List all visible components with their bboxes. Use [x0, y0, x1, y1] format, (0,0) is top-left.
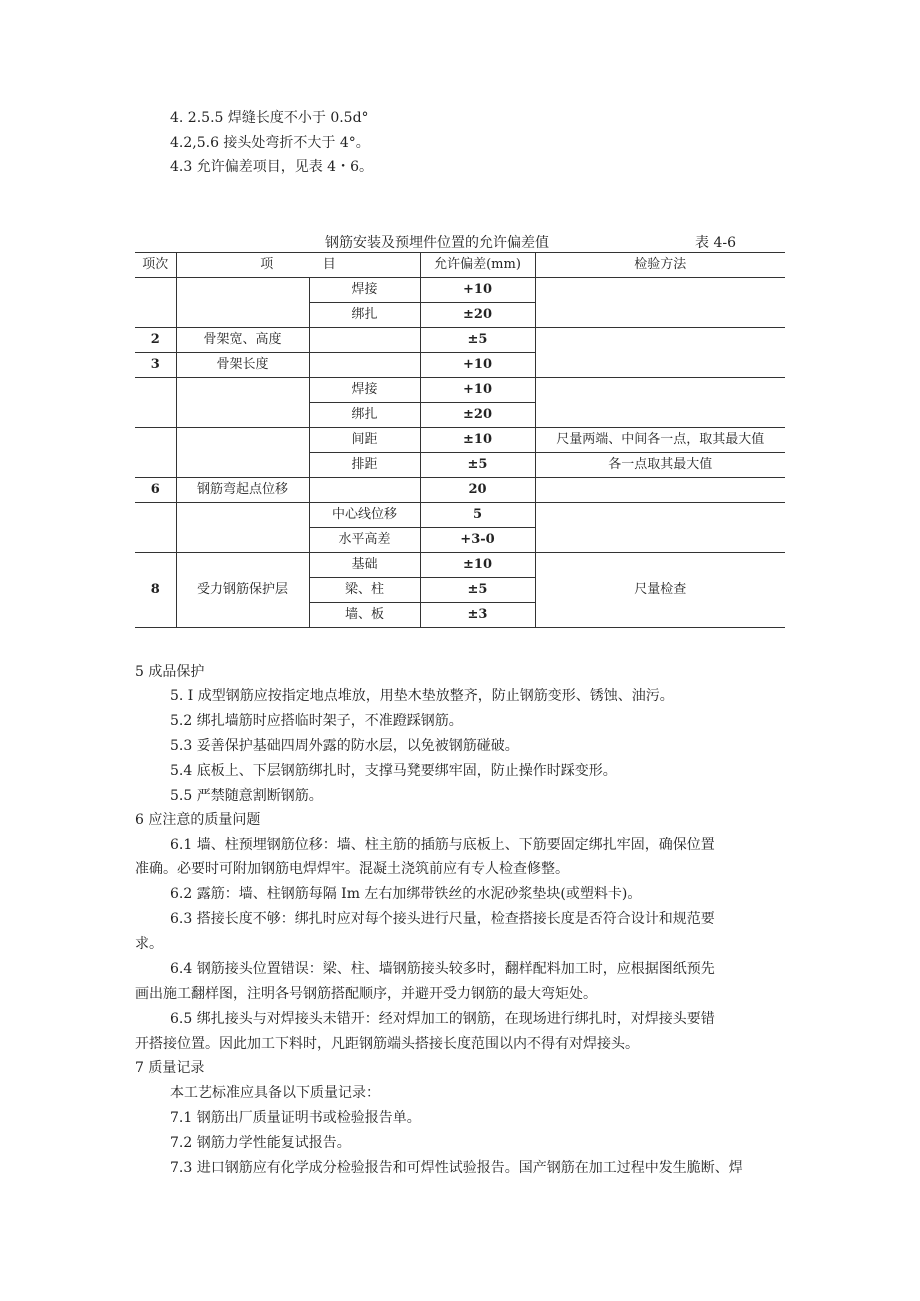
row-subitem: 焊接	[309, 378, 420, 403]
row-tolerance: ±10	[420, 553, 535, 578]
table-header-row	[135, 253, 785, 278]
section-5-item-2: 5.2 绑扎墙筋时应搭临时架子，不准蹬踩钢筋。	[170, 713, 463, 729]
table-row	[135, 378, 785, 403]
intro-line-3: 4.3 允许偏差项目，见表 4・6。	[170, 159, 373, 175]
row-subitem	[309, 353, 420, 378]
row-tolerance: +10	[420, 353, 535, 378]
section-6-5-line-1: 6.5 绑扎接头与对焊接头未错开：经对焊加工的钢筋，在现场进行绑扎时，对焊接头要错	[170, 1011, 715, 1027]
row-item	[176, 278, 309, 328]
table-row	[135, 428, 785, 453]
section-6-title: 6 应注意的质量问题	[135, 812, 261, 828]
row-subitem: 绑扎	[309, 303, 420, 328]
section-5-item-5: 5.5 严禁随意割断钢筋。	[170, 788, 323, 804]
row-method: 尺量两端、中间各一点，取其最大值	[535, 428, 785, 453]
table-row	[135, 478, 785, 503]
row-subitem	[309, 328, 420, 353]
section-5-title: 5 成品保护	[135, 664, 205, 680]
tolerance-table	[135, 252, 785, 628]
section-6-3-line-2: 求。	[135, 936, 163, 952]
row-index: 2	[135, 328, 176, 353]
row-tolerance: ±5	[420, 578, 535, 603]
row-method	[535, 503, 785, 553]
row-tolerance: +10	[420, 278, 535, 303]
row-tolerance: ±20	[420, 403, 535, 428]
row-tolerance: 5	[420, 503, 535, 528]
row-tolerance: ±3	[420, 603, 535, 628]
row-method: 尺量检查	[535, 553, 785, 628]
section-7-title: 7 质量记录	[135, 1060, 205, 1076]
section-5-item-3: 5.3 妥善保护基础四周外露的防水层，以免被钢筋碰破。	[170, 738, 519, 754]
row-item	[176, 503, 309, 553]
section-6-4-line-2: 画出施工翻样图，注明各号钢筋搭配顺序，并避开受力钢筋的最大弯矩处。	[135, 986, 597, 1002]
table-number: 表 4-6	[695, 235, 736, 251]
section-6-1-line-1: 6.1 墙、柱预埋钢筋位移：墙、柱主筋的插筋与底板上、下筋要固定绑扎牢固，确保位置	[170, 837, 715, 853]
row-subitem: 基础	[309, 553, 420, 578]
row-method	[535, 378, 785, 428]
section-7-intro: 本工艺标准应具备以下质量记录：	[170, 1085, 380, 1101]
header-index: 项次	[135, 253, 176, 278]
row-tolerance: 20	[420, 478, 535, 503]
section-7-item-3: 7.3 进口钢筋应有化学成分检验报告和可焊性试验报告。国产钢筋在加工过程中发生脆断、焊	[170, 1160, 743, 1176]
row-subitem	[309, 478, 420, 503]
section-6-4-line-1: 6.4 钢筋接头位置错误：梁、柱、墙钢筋接头较多时，翻样配料加工时，应根据图纸预先	[170, 961, 715, 977]
row-item	[176, 428, 309, 478]
row-method	[535, 478, 785, 503]
table-row	[135, 503, 785, 528]
row-index	[135, 428, 176, 478]
row-item: 受力钢筋保护层	[176, 553, 309, 628]
row-item: 骨架宽、高度	[176, 328, 309, 353]
intro-line-2: 4.2,5.6 接头处弯折不大于 4°。	[170, 135, 370, 151]
row-index	[135, 278, 176, 328]
row-tolerance: +3-0	[420, 528, 535, 553]
row-method	[535, 278, 785, 328]
table-row	[135, 328, 785, 353]
header-tolerance: 允许偏差(mm)	[420, 253, 535, 278]
row-index	[135, 378, 176, 428]
header-item: 项 目	[176, 253, 420, 278]
row-index: 8	[135, 553, 176, 628]
section-5-item-4: 5.4 底板上、下层钢筋绑扎时，支撑马凳要绑牢固，防止操作时踩变形。	[170, 763, 617, 779]
header-method: 检验方法	[535, 253, 785, 278]
table-row	[135, 553, 785, 578]
intro-line-1: 4. 2.5.5 焊缝长度不小于 0.5d°	[170, 110, 369, 126]
section-7-item-1: 7.1 钢筋出厂质量证明书或检验报告单。	[170, 1110, 421, 1126]
table-caption: 钢筋安装及预埋件位置的允许偏差值	[325, 235, 549, 251]
row-tolerance: ±10	[420, 428, 535, 453]
row-subitem: 水平高差	[309, 528, 420, 553]
row-subitem: 梁、柱	[309, 578, 420, 603]
section-6-1-line-2: 准确。必要时可附加钢筋电焊焊牢。混凝土浇筑前应有专人检查修整。	[135, 861, 569, 877]
row-item: 骨架长度	[176, 353, 309, 378]
row-index: 3	[135, 353, 176, 378]
row-tolerance: +10	[420, 378, 535, 403]
row-subitem: 焊接	[309, 278, 420, 303]
row-tolerance: ±5	[420, 453, 535, 478]
section-6-2: 6.2 露筋：墙、柱钢筋每隔 Im 左右加绑带铁丝的水泥砂浆垫块(或塑料卡)。	[170, 886, 642, 902]
row-index: 6	[135, 478, 176, 503]
row-tolerance: ±20	[420, 303, 535, 328]
row-method: 各一点取其最大值	[535, 453, 785, 478]
row-item: 钢筋弯起点位移	[176, 478, 309, 503]
row-subitem: 墙、板	[309, 603, 420, 628]
row-subitem: 绑扎	[309, 403, 420, 428]
table-row	[135, 278, 785, 303]
section-5-item-1: 5. I 成型钢筋应按指定地点堆放，用垫木垫放整齐，防止钢筋变形、锈蚀、油污。	[170, 688, 674, 704]
section-6-3-line-1: 6.3 搭接长度不够：绑扎时应对每个接头进行尺量，检查搭接长度是否符合设计和规范要	[170, 911, 715, 927]
row-method	[535, 328, 785, 378]
row-subitem: 间距	[309, 428, 420, 453]
row-item	[176, 378, 309, 428]
row-subitem: 排距	[309, 453, 420, 478]
row-tolerance: ±5	[420, 328, 535, 353]
row-index	[135, 503, 176, 553]
row-subitem: 中心线位移	[309, 503, 420, 528]
section-7-item-2: 7.2 钢筋力学性能复试报告。	[170, 1135, 351, 1151]
section-6-5-line-2: 开搭接位置。因此加工下料时，凡距钢筋端头搭接长度范围以内不得有对焊接头。	[135, 1036, 639, 1052]
